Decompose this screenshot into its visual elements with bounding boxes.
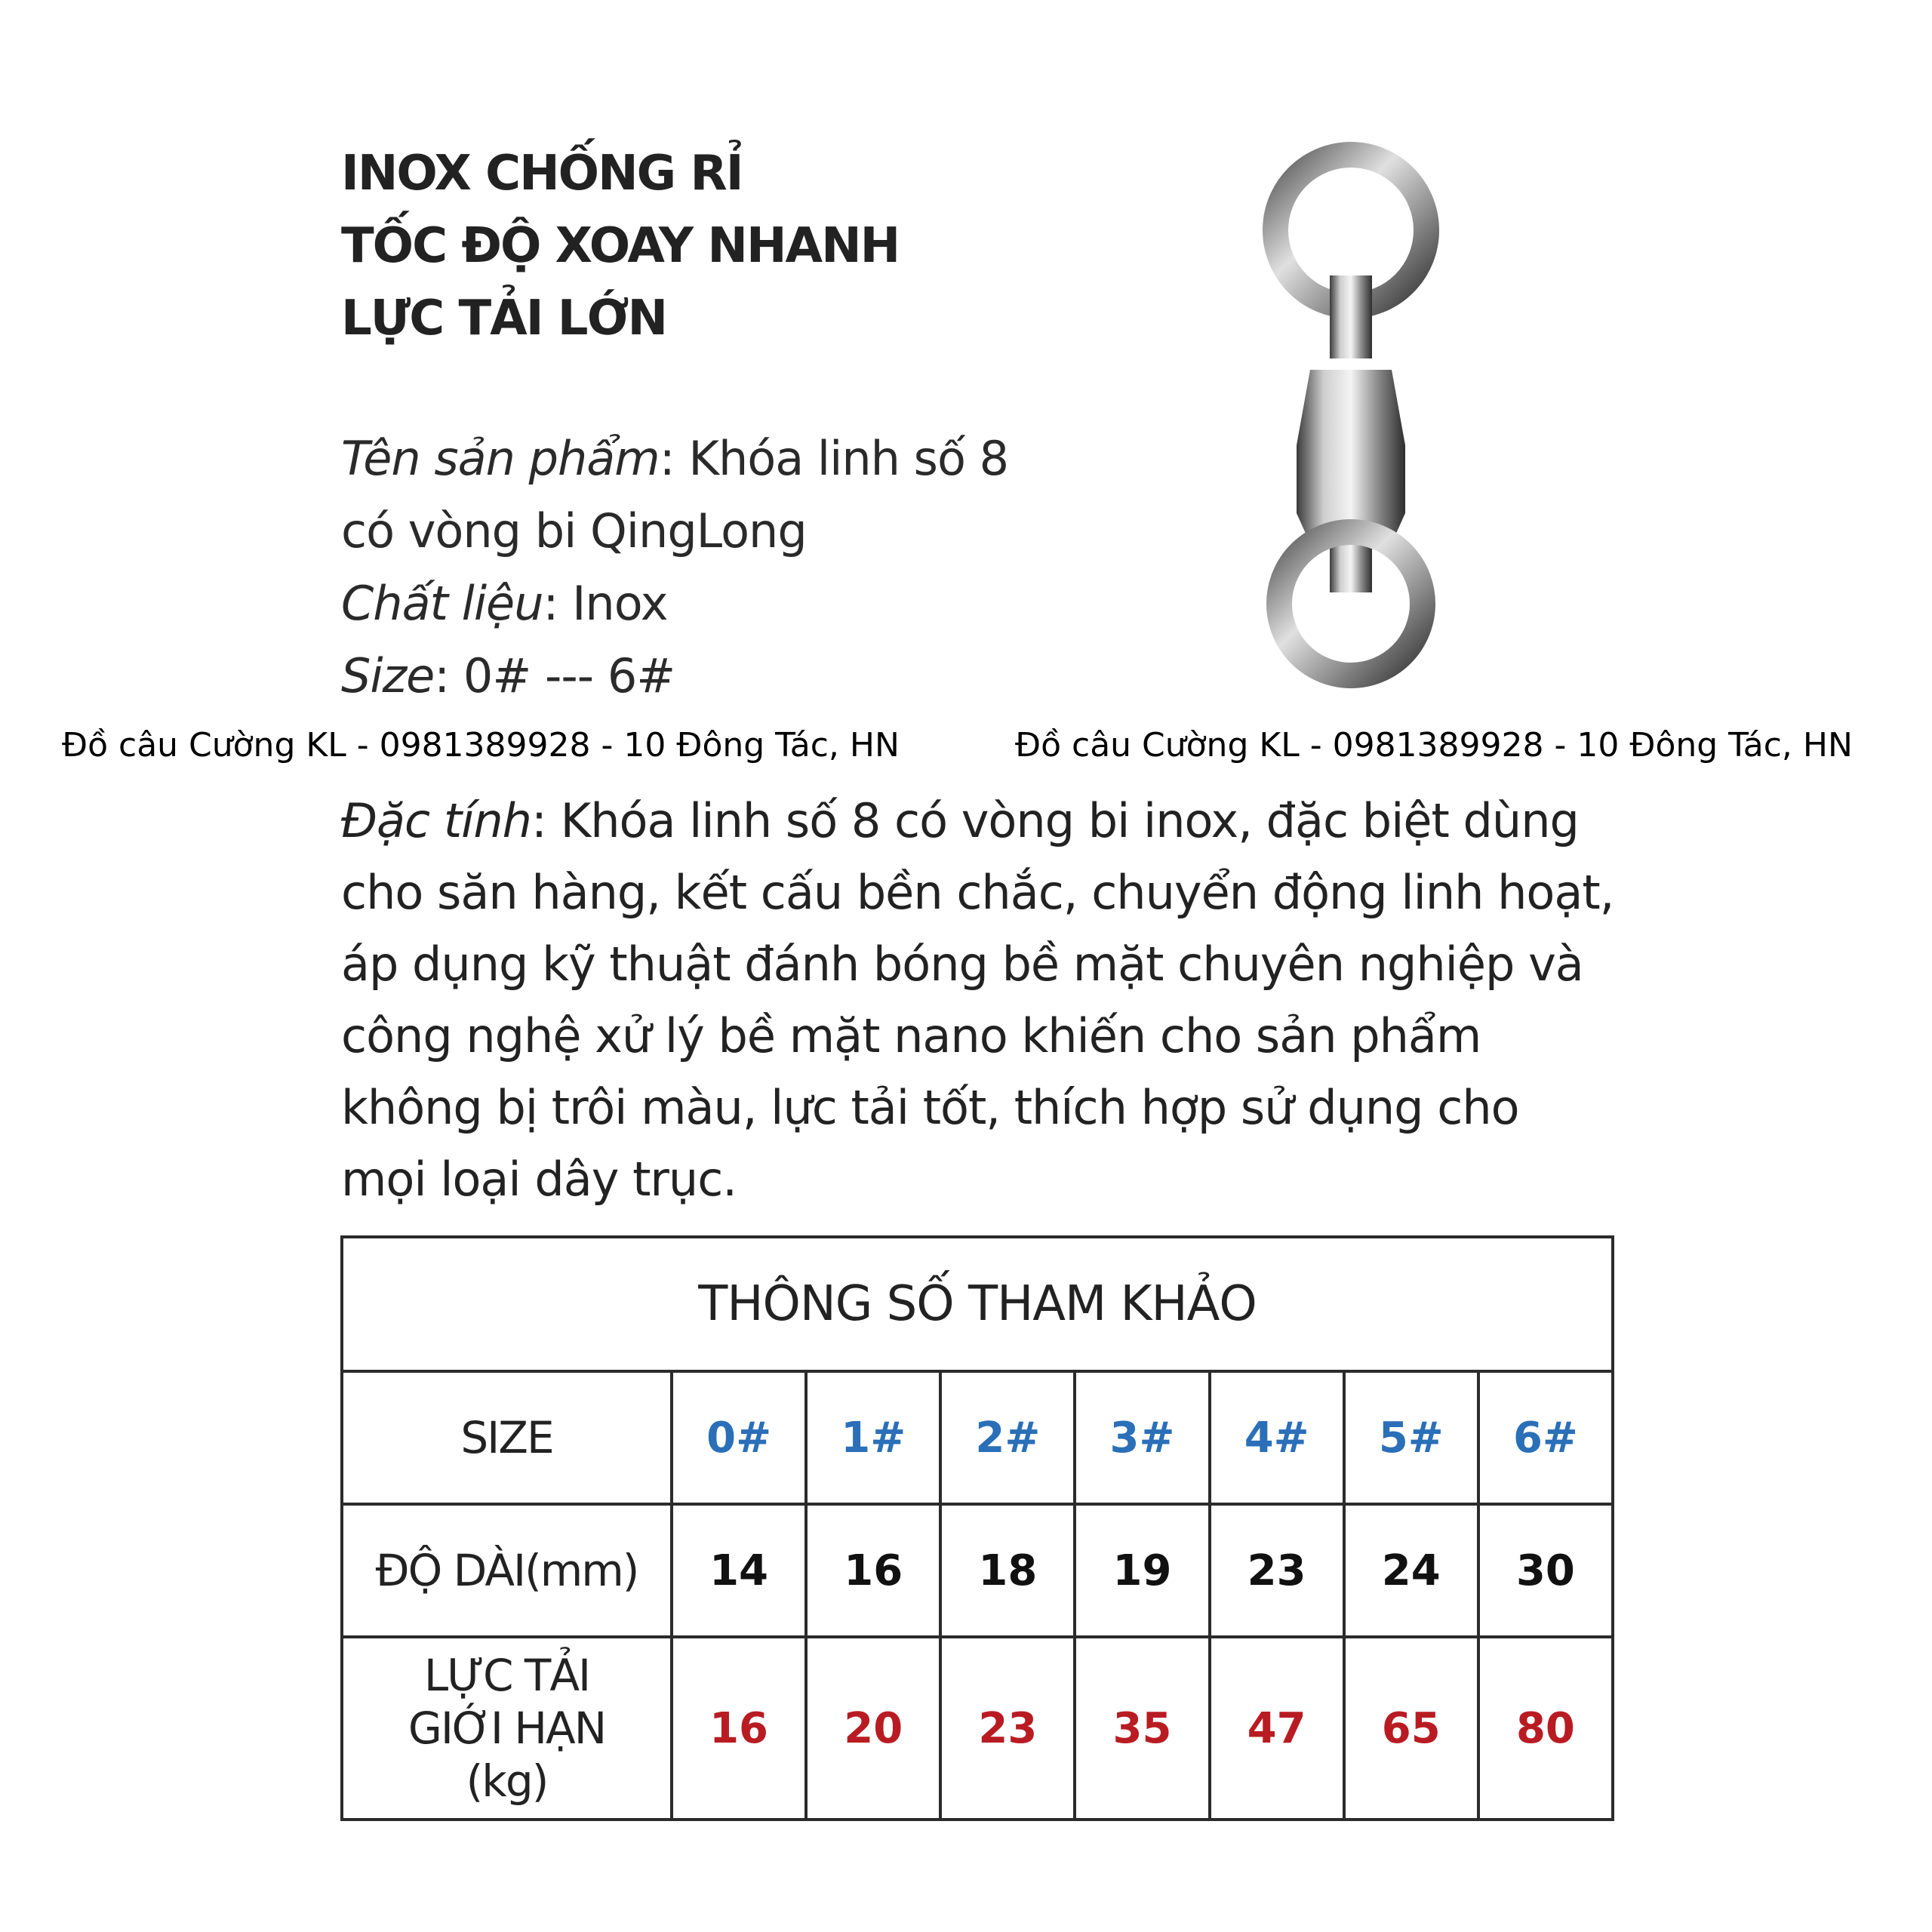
load-cell: 47 bbox=[1210, 1637, 1344, 1820]
length-cell: 16 bbox=[806, 1504, 940, 1637]
length-cell: 24 bbox=[1344, 1504, 1478, 1637]
material-label: Chất liệu bbox=[341, 576, 543, 631]
spec-table bbox=[340, 1235, 1614, 1821]
load-cell: 65 bbox=[1344, 1637, 1478, 1820]
features-line-2: cho săn hàng, kết cấu bền chắc, chuyển động linh hoạt, bbox=[341, 865, 1614, 920]
features-line-6: mọi loại dây trục. bbox=[341, 1152, 737, 1207]
length-cell: 23 bbox=[1210, 1504, 1344, 1637]
table-row-size bbox=[342, 1371, 1613, 1504]
features-line-4: công nghệ xử lý bề mặt nano khiến cho sản phẩm bbox=[341, 1008, 1481, 1063]
headline-line-3: LỰC TẢI LỚN bbox=[341, 291, 667, 346]
features-line-3: áp dụng kỹ thuật đánh bóng bề mặt chuyên nghiệp và bbox=[341, 937, 1583, 992]
watermark-left: Đồ câu Cường KL - 0981389928 - 10 Đông Tác, HN bbox=[62, 726, 900, 764]
features-label: Đặc tính bbox=[341, 793, 531, 848]
length-cell: 14 bbox=[672, 1504, 806, 1637]
size-cell: 2# bbox=[940, 1371, 1075, 1504]
size-value: 0# --- 6# bbox=[463, 648, 675, 703]
load-cell: 35 bbox=[1075, 1637, 1209, 1820]
size-cell: 4# bbox=[1210, 1371, 1344, 1504]
size-row: Size: 0# --- 6# bbox=[341, 648, 675, 703]
features-line-1: Đặc tính: Khóa linh số 8 có vòng bi inox, đặc biệt dùng bbox=[341, 793, 1579, 848]
load-cell: 20 bbox=[806, 1637, 940, 1820]
table-caption: THÔNG SỐ THAM KHẢO bbox=[342, 1237, 1613, 1371]
product-name-label: Tên sản phẩm bbox=[341, 431, 660, 486]
watermark-right: Đồ câu Cường KL - 0981389928 - 10 Đông Tác, HN bbox=[1015, 726, 1853, 764]
table-row-length bbox=[342, 1504, 1613, 1637]
length-row-label: ĐỘ DÀI(mm) bbox=[342, 1504, 672, 1637]
product-name-row: Tên sản phẩm: Khóa linh số 8 bbox=[341, 431, 1009, 486]
headline-line-1: INOX CHỐNG RỈ bbox=[341, 146, 743, 202]
load-row-label: LỰC TẢI GIỚI HẠN (kg) bbox=[342, 1637, 672, 1820]
product-info bbox=[341, 423, 1008, 712]
load-cell: 23 bbox=[940, 1637, 1075, 1820]
load-cell: 16 bbox=[672, 1637, 806, 1820]
size-cell: 1# bbox=[806, 1371, 940, 1504]
load-cell: 80 bbox=[1478, 1637, 1613, 1820]
length-cell: 30 bbox=[1478, 1504, 1613, 1637]
product-name-value-line2: có vòng bi QingLong bbox=[341, 503, 807, 558]
length-cell: 19 bbox=[1075, 1504, 1209, 1637]
size-cell: 6# bbox=[1478, 1371, 1613, 1504]
length-cell: 18 bbox=[940, 1504, 1075, 1637]
size-label: Size bbox=[341, 648, 435, 703]
material-row: Chất liệu: Inox bbox=[341, 576, 668, 631]
features-paragraph bbox=[341, 785, 1669, 1215]
features-line-5: không bị trôi màu, lực tải tốt, thích hợp sử dụng cho bbox=[341, 1080, 1519, 1135]
material-value: Inox bbox=[572, 576, 668, 631]
headline-line-2: TỐC ĐỘ XOAY NHANH bbox=[341, 218, 900, 274]
size-cell: 0# bbox=[672, 1371, 806, 1504]
size-cell: 3# bbox=[1075, 1371, 1209, 1504]
size-cell: 5# bbox=[1344, 1371, 1478, 1504]
table-row-load bbox=[342, 1637, 1613, 1820]
headline bbox=[341, 137, 899, 355]
size-row-label: SIZE bbox=[342, 1371, 672, 1504]
swivel-product-image bbox=[1238, 121, 1479, 709]
product-name-value: Khóa linh số 8 bbox=[688, 431, 1009, 486]
